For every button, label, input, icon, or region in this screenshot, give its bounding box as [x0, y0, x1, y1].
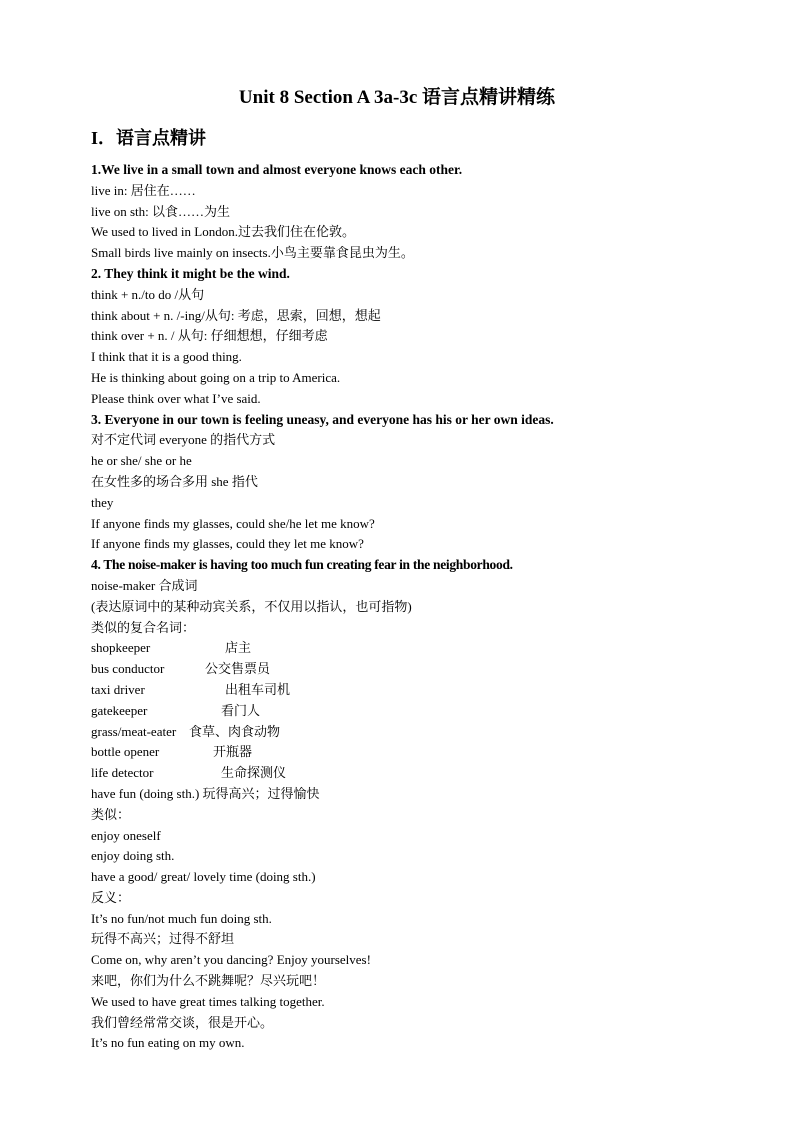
text-line: It’s no fun/not much fun doing sth. [91, 910, 272, 926]
text-line: 反义： [91, 889, 131, 905]
vocab-term: grass/meat-eater [91, 723, 177, 739]
vocab-meaning: 生命探测仪 [221, 765, 287, 781]
text-line: they [91, 494, 114, 510]
text-line: noise-maker 合成词 [91, 577, 198, 593]
vocab-row [91, 742, 731, 763]
text-line: enjoy oneself [91, 827, 161, 843]
vocab-term: shopkeeper [91, 640, 151, 656]
document-title: Unit 8 Section A 3a-3c 语言点精讲精练 [238, 87, 556, 108]
document-body [91, 160, 731, 1054]
text-line: have fun (doing sth.) 玩得高兴；过得愉快 [91, 785, 320, 801]
text-line: 玩得不高兴；过得不舒坦 [91, 931, 235, 947]
text-line: 对不定代词 everyone 的指代方式 [91, 432, 276, 448]
vocab-term: life detector [91, 765, 154, 781]
vocab-row [91, 659, 731, 680]
text-line: think about + n. /-ing/从句: 考虑，思索，回想，想起 [91, 307, 381, 323]
point-heading: 4. The noise-maker is having too much fun creating fear in the neighborhood. [91, 557, 513, 573]
vocab-meaning: 店主 [225, 640, 252, 656]
text-line: We used to lived in London.过去我们住在伦敦。 [91, 224, 355, 240]
text-line: 类似： [91, 806, 131, 822]
vocab-meaning: 公交售票员 [205, 661, 271, 677]
text-line: I think that it is a good thing. [91, 349, 242, 365]
text-line: (表达原词中的某种动宾关系，不仅用以指认，也可指物) [91, 598, 412, 614]
vocab-row [91, 680, 731, 701]
vocab-meaning: 开瓶器 [213, 744, 253, 760]
text-line: Come on, why aren’t you dancing? Enjoy yourselves! [91, 952, 371, 968]
vocab-term: gatekeeper [91, 702, 148, 718]
text-line: he or she/ she or he [91, 453, 192, 469]
vocab-row [91, 763, 731, 784]
text-line: 在女性多的场合多用 she 指代 [91, 473, 258, 489]
vocab-row [91, 638, 731, 659]
vocab-meaning: 看门人 [221, 702, 261, 718]
vocab-row [91, 722, 731, 743]
text-line: We used to have great times talking together. [91, 993, 325, 1009]
vocab-term: bus conductor [91, 661, 165, 677]
vocab-meaning: 食草、肉食动物 [189, 723, 281, 739]
point-heading: 1.We live in a small town and almost everyone knows each other. [91, 162, 463, 177]
text-line: enjoy doing sth. [91, 848, 175, 864]
vocab-row [91, 701, 731, 722]
text-line: live in: 居住在…… [91, 182, 196, 198]
vocab-term: bottle opener [91, 744, 160, 760]
text-line: Please think over what I’ve said. [91, 390, 261, 406]
text-line: It’s no fun eating on my own. [91, 1035, 245, 1051]
text-line: live on sth: 以食……为生 [91, 203, 231, 219]
text-line: think over + n. / 从句: 仔细想想，仔细考虑 [91, 328, 328, 344]
point-heading: 2. They think it might be the wind. [91, 265, 290, 281]
point-heading: 3. Everyone in our town is feeling uneasy, and everyone has his or her own ideas. [91, 411, 554, 427]
text-line: 我们曾经常常交谈，很是开心。 [91, 1014, 274, 1030]
text-line: He is thinking about going on a trip to America. [91, 369, 341, 385]
text-line: 类似的复合名词： [91, 619, 196, 635]
text-line: 来吧，你们为什么不跳舞呢？尽兴玩吧！ [91, 973, 326, 989]
text-line: If anyone finds my glasses, could she/he let me know? [91, 515, 375, 531]
text-line: have a good/ great/ lovely time (doing sth.) [91, 869, 316, 885]
vocab-term: taxi driver [91, 681, 145, 697]
text-line: If anyone finds my glasses, could they let me know? [91, 536, 364, 552]
text-line: Small birds live mainly on insects.小鸟主要靠食昆虫为生。 [91, 245, 414, 261]
text-line: think + n./to do /从句 [91, 286, 205, 302]
vocab-meaning: 出租车司机 [225, 681, 291, 697]
section-heading: I．语言点精讲 [91, 128, 207, 148]
